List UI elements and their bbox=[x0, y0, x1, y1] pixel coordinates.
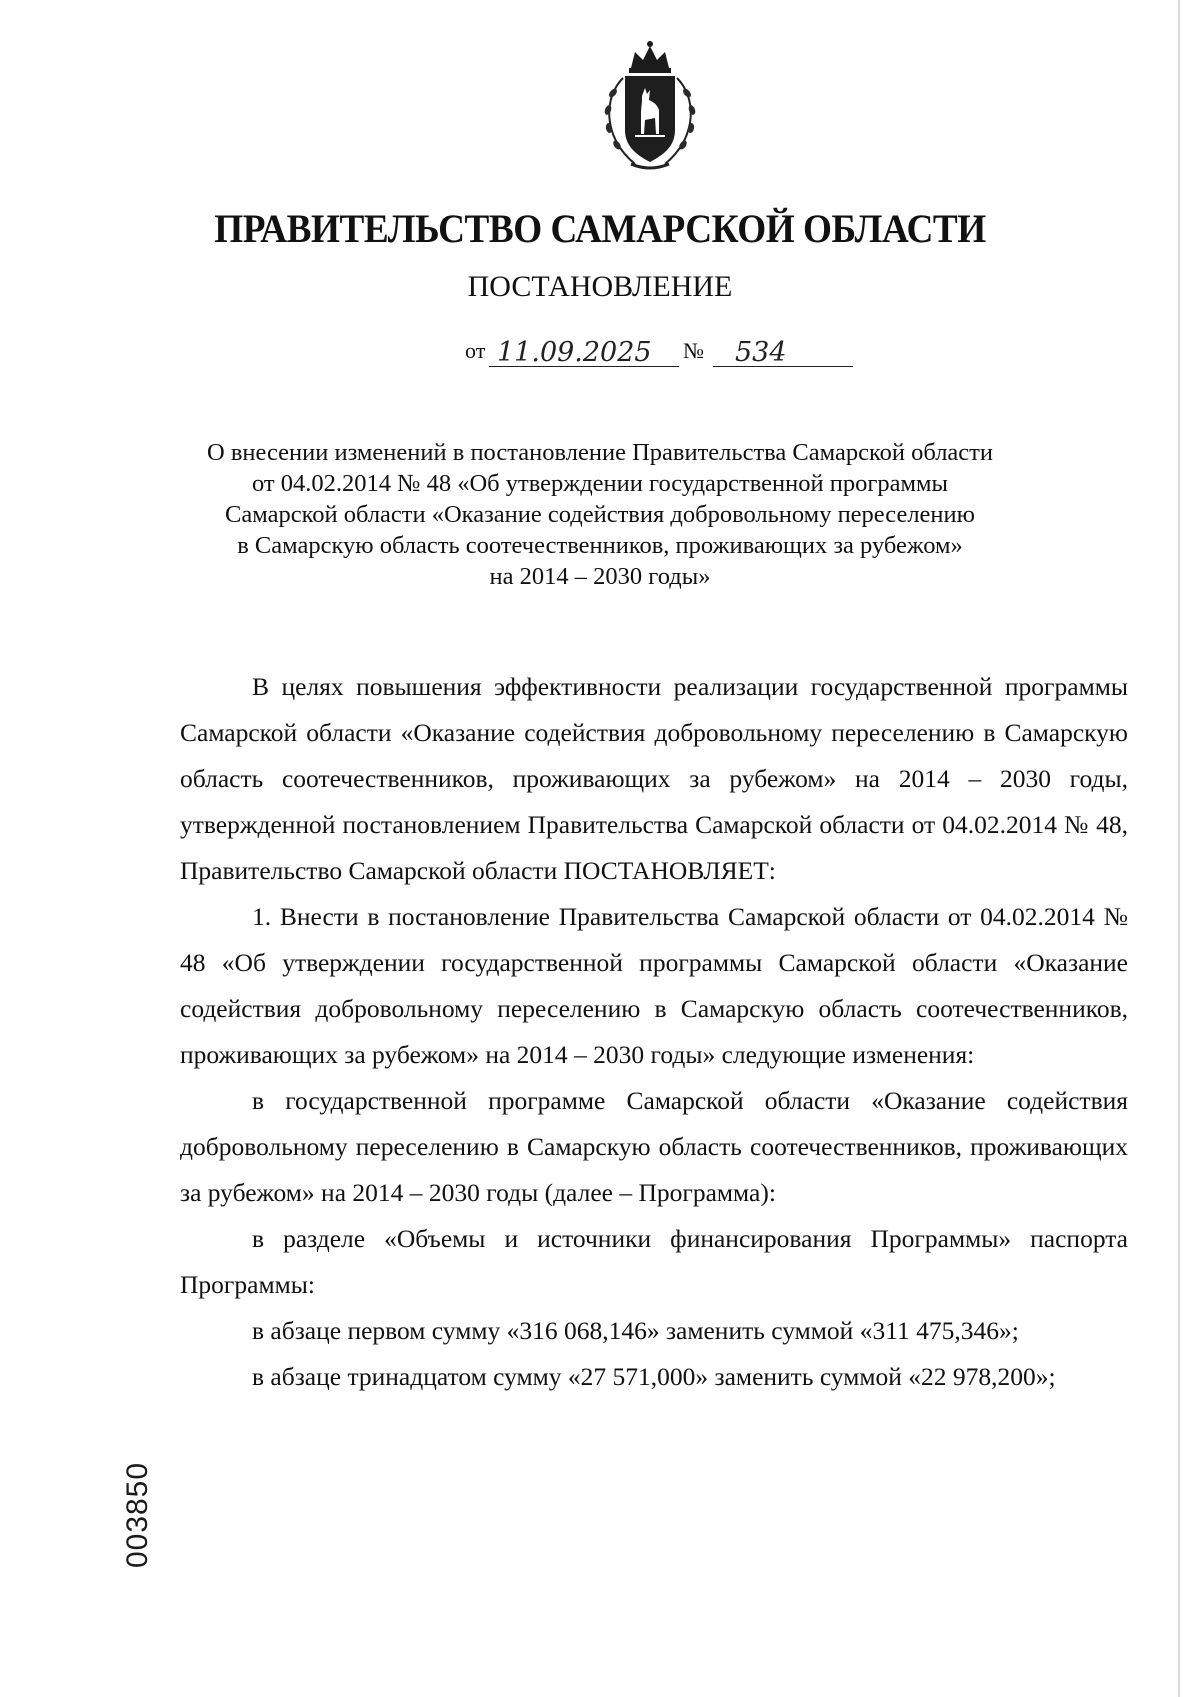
samara-coat-of-arms-icon bbox=[595, 38, 705, 176]
page-edge-line bbox=[1178, 0, 1180, 1697]
body-paragraph: в государственной программе Самарской области «Оказание содействия добровольному переселению в Самарскую область соотечественников, проживающих за рубежом» на 2014 – 2030 годы (далее – Программа): bbox=[180, 1086, 1128, 1207]
serial-number-stamp bbox=[108, 1455, 168, 1575]
subject-line: Самарской области «Оказание содействия добровольному переселению bbox=[225, 501, 975, 528]
government-title: ПРАВИТЕЛЬСТВО САМАРСКОЙ ОБЛАСТИ bbox=[214, 206, 986, 251]
number-value: 534 bbox=[735, 337, 787, 368]
document-type: ПОСТАНОВЛЕНИЕ bbox=[467, 270, 733, 303]
subject-line: на 2014 – 2030 годы» bbox=[489, 563, 711, 590]
document-subject bbox=[160, 437, 1040, 592]
number-prefix: № bbox=[683, 338, 704, 363]
subject-line: от 04.02.2014 № 48 «Об утверждении государственной программы bbox=[251, 470, 948, 497]
body-paragraph: в абзаце тринадцатом сумму «27 571,000» заменить суммой «22 978,200»; bbox=[252, 1362, 1056, 1391]
subject-line: О внесении изменений в постановление Правительства Самарской области bbox=[207, 439, 993, 466]
subject-line: в Самарскую область соотечественников, проживающих за рубежом» bbox=[237, 532, 963, 559]
serial-number: 003850 bbox=[121, 1461, 154, 1569]
document-body bbox=[180, 664, 1128, 1400]
date-prefix: от bbox=[465, 338, 486, 363]
body-paragraph: в разделе «Объемы и источники финансирования Программы» паспорта Программы: bbox=[180, 1224, 1128, 1299]
body-paragraph: 1. Внести в постановление Правительства Самарской области от 04.02.2014 № 48 «Об утверждении государственной программы Самарской области «Оказание содействия добровольному переселению в Самарскую область соотечественников, проживающих за рубежом» на 2014 – 2030 годы» следующие изменения: bbox=[180, 902, 1128, 1069]
body-paragraph: в абзаце первом сумму «316 068,146» заменить суммой «311 475,346»; bbox=[252, 1316, 1019, 1345]
date-number-line bbox=[465, 330, 865, 370]
body-paragraph: В целях повышения эффективности реализации государственной программы Самарской области «Оказание содействия добровольному переселению в Самарскую область соотечественников, проживающих за рубежом» на 2014 – 2030 годы, утвержденной постановлением Правительства Самарской области от 04.02.2014 № 48, Правительство Самарской области ПОСТАНОВЛЯЕТ: bbox=[180, 672, 1128, 885]
date-value: 11.09.2025 bbox=[497, 337, 652, 368]
